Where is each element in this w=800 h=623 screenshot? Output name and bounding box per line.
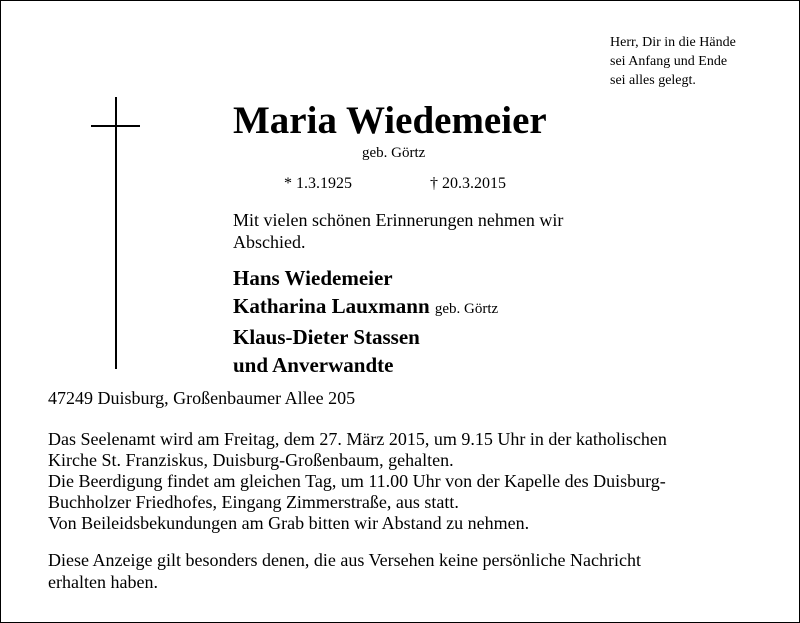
death-date: † 20.3.2015: [430, 175, 506, 192]
mourner: [233, 292, 498, 323]
details-line: Buchholzer Friedhofes, Eingang Zimmerstraße, aus statt.: [48, 492, 459, 512]
bible-verse: [610, 33, 736, 90]
farewell-line: Mit vielen schönen Erinnerungen nehmen wir: [233, 210, 564, 230]
mourner-name: Katharina Lauxmann: [233, 294, 430, 318]
family-address: 47249 Duisburg, Großenbaumer Allee 205: [48, 388, 356, 408]
details-line: Die Beerdigung findet am gleichen Tag, um 11.00 Uhr von der Kapelle des Duisburg-: [48, 471, 666, 491]
mourner-note: geb. Görtz: [434, 301, 499, 317]
verse-line: sei alles gelegt.: [610, 73, 696, 88]
farewell-line: Abschied.: [233, 232, 306, 252]
details-line: Von Beileidsbekundungen am Grab bitten wir Abstand zu nehmen.: [48, 513, 530, 533]
birth-name: geb. Görtz: [362, 145, 426, 161]
mourners-list: [233, 264, 498, 379]
cross-horizontal-bar: [91, 125, 140, 127]
mourner: [233, 264, 498, 292]
details-line: Das Seelenamt wird am Freitag, dem 27. März 2015, um 9.15 Uhr in der katholischen: [48, 429, 667, 449]
verse-line: Herr, Dir in die Hände: [610, 35, 736, 50]
birth-date: * 1.3.1925: [284, 175, 352, 192]
farewell-text: [233, 209, 653, 253]
closing-line: erhalten haben.: [48, 572, 158, 592]
cross-vertical-bar: [115, 97, 117, 369]
mourner-name: und Anverwandte: [233, 353, 394, 377]
service-details: [48, 429, 778, 534]
mourner: [233, 323, 498, 351]
closing-line: Diese Anzeige gilt besonders denen, die aus Versehen keine persönliche Nachricht: [48, 550, 641, 570]
deceased-name: Maria Wiedemeier: [233, 99, 547, 142]
mourner-name: Klaus-Dieter Stassen: [233, 325, 420, 349]
mourner-name: Hans Wiedemeier: [233, 266, 393, 290]
mourner: [233, 351, 498, 379]
verse-line: sei Anfang und Ende: [610, 54, 728, 69]
details-line: Kirche St. Franziskus, Duisburg-Großenbaum, gehalten.: [48, 450, 454, 470]
closing-note: [48, 549, 778, 593]
